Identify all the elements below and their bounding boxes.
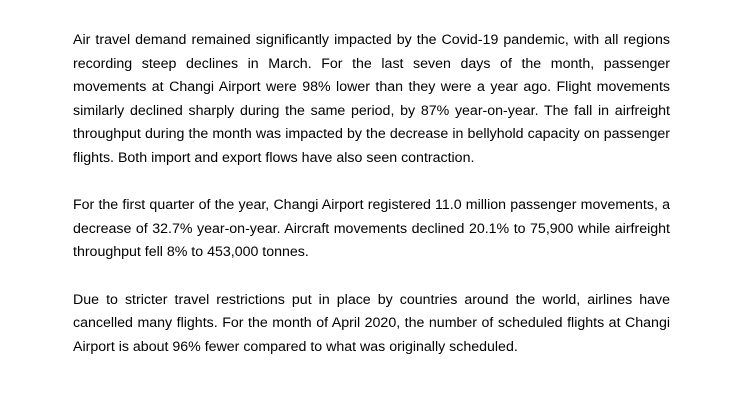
paragraph-march-impact: Air travel demand remained significantly impacted by the Covid-19 pandemic, with all regions recording steep declines in March. For the last seven days of the month, passenger movements at Changi Airport were 98% lower than they were a year ago. Flight movements similarly declined sharply during the same period, by 87% year-on-year. The fall in airfreight throughput during the month was impacted by the decrease in bellyhold capacity on passenger flights. Both import and export flows have also seen contraction. bbox=[73, 32, 670, 166]
paragraph-first-quarter: For the first quarter of the year, Changi Airport registered 11.0 million passenger movements, a decrease of 32.7% year-on-year. Aircraft movements declined 20.1% to 75,900 while airfreight throughput fell 8% to 453,000 tonnes. bbox=[73, 197, 670, 261]
paragraph-april-outlook: Due to stricter travel restrictions put in place by countries around the world, airlines have cancelled many flights. For the month of April 2020, the number of scheduled flights at Changi Airport is about 96% fewer compared to what was originally scheduled. bbox=[73, 291, 670, 355]
document-body bbox=[73, 29, 670, 359]
